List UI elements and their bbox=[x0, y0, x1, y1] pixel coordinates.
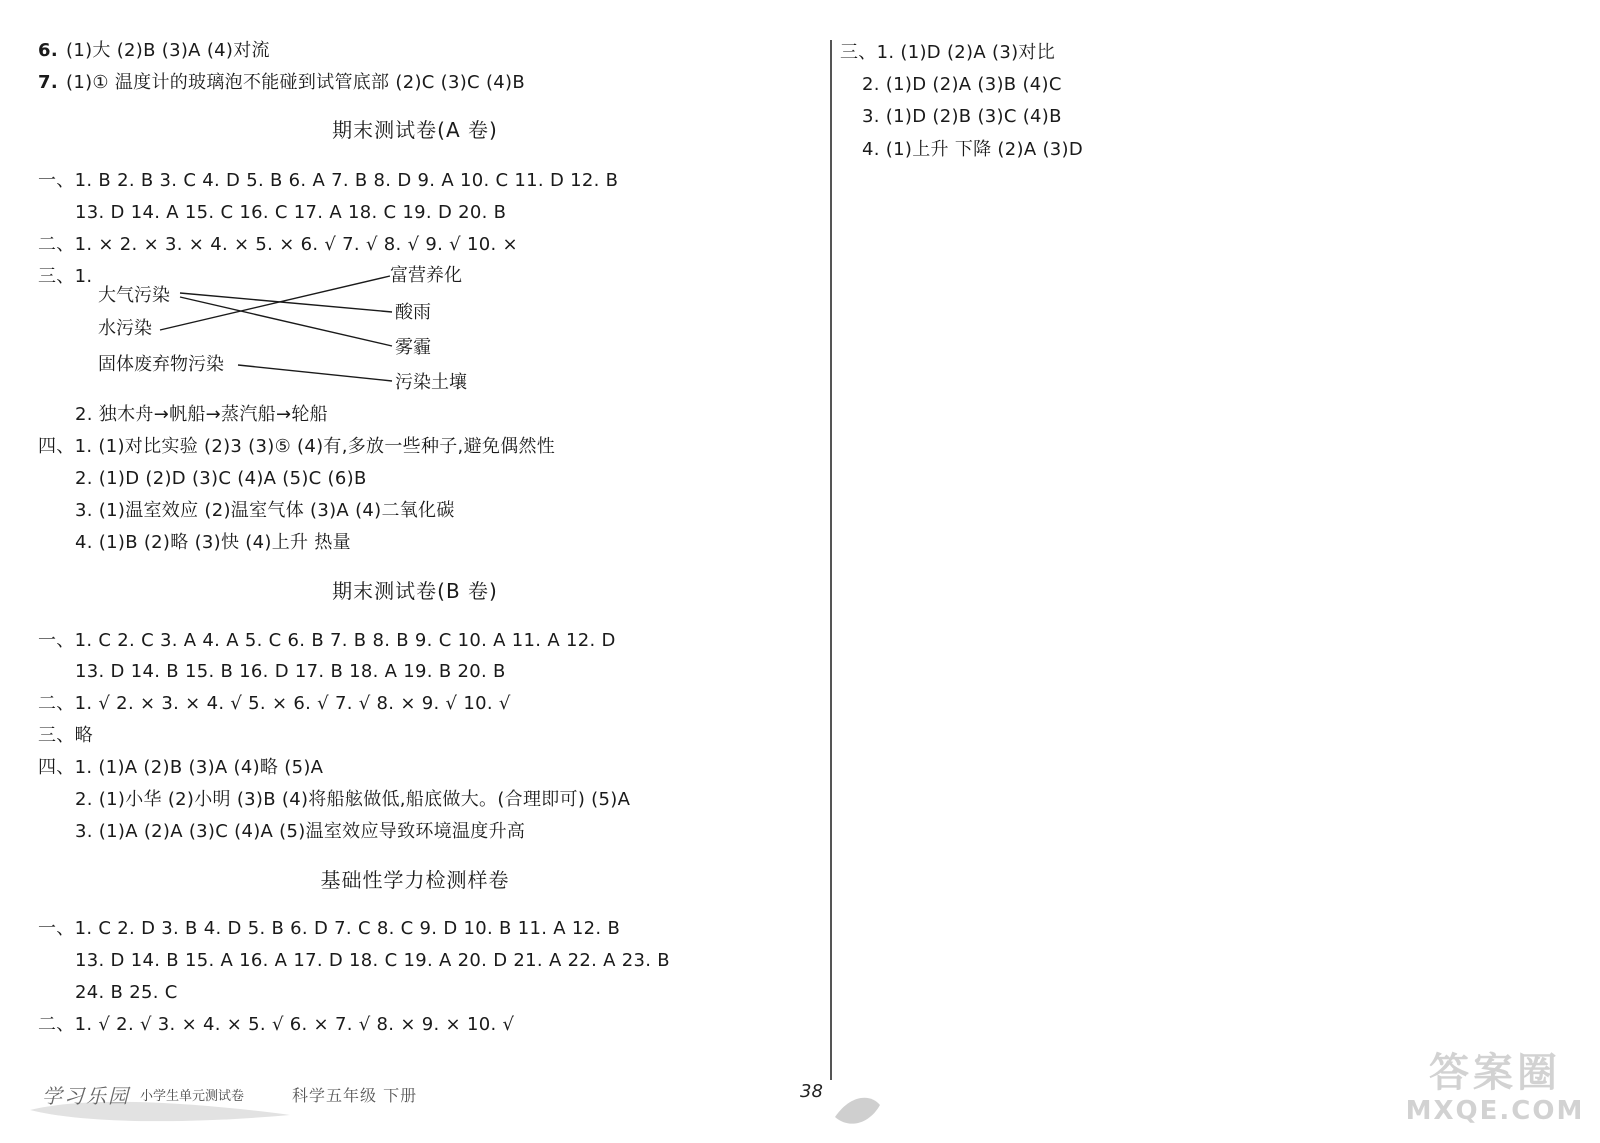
section-c-line: 一、1. C 2. D 3. B 4. D 5. B 6. D 7. C 8. C 9. D 10. B 11. A 12. B bbox=[38, 918, 621, 939]
right-answer-line: 4. (1)上升 下降 (2)A (3)D bbox=[862, 139, 1084, 160]
right-answer-line: 2. (1)D (2)A (3)B (4)C bbox=[862, 74, 1062, 95]
section-b-line: 一、1. C 2. C 3. A 4. A 5. C 6. B 7. B 8. B 9. C 10. A 11. A 12. D bbox=[38, 630, 616, 651]
match-line-air-smog bbox=[180, 297, 392, 346]
section-c-title: 基础性学力检测样卷 bbox=[320, 868, 510, 892]
column-divider bbox=[830, 40, 832, 1080]
matching-lines bbox=[0, 0, 830, 420]
section-b-line: 3. (1)A (2)A (3)C (4)A (5)温室效应导致环境温度升高 bbox=[75, 821, 526, 842]
match-right-item: 富营养化 bbox=[390, 265, 462, 286]
page-number: 38 bbox=[800, 1081, 823, 1102]
section-b-line: 二、1. √ 2. × 3. × 4. √ 5. × 6. √ 7. √ 8. × 9. √ 10. √ bbox=[38, 693, 511, 714]
section-b-line: 三、略 bbox=[38, 725, 93, 746]
question-number: 6. bbox=[38, 40, 58, 61]
match-right-item: 酸雨 bbox=[395, 302, 431, 323]
answer-text: (1)① 温度计的玻璃泡不能碰到试管底部 (2)C (3)C (4)B bbox=[66, 72, 525, 93]
series-subtitle: 小学生单元测试卷 bbox=[140, 1089, 245, 1104]
section-a-line: 二、1. × 2. × 3. × 4. × 5. × 6. √ 7. √ 8. √ 9. √ 10. × bbox=[38, 234, 518, 255]
section-a-line: 13. D 14. A 15. C 16. C 17. A 18. C 19. D 20. B bbox=[75, 202, 507, 223]
section-b-line: 13. D 14. B 15. B 16. D 17. B 18. A 19. B 20. B bbox=[75, 661, 506, 682]
section-b-line: 四、1. (1)A (2)B (3)A (4)略 (5)A bbox=[38, 757, 324, 778]
match-right-item: 污染土壤 bbox=[395, 372, 467, 393]
section-a-line: 三、1. bbox=[38, 266, 93, 287]
right-column bbox=[840, 0, 1600, 1143]
page-leaf-shape bbox=[835, 1098, 880, 1124]
section-a-after-line: 2. (1)D (2)D (3)C (4)A (5)C (6)B bbox=[75, 468, 367, 489]
section-c-line: 24. B 25. C bbox=[75, 982, 178, 1003]
section-a-after-line: 四、1. (1)对比实验 (2)3 (3)⑤ (4)有,多放一些种子,避免偶然性 bbox=[38, 436, 556, 457]
section-a-line: 一、1. B 2. B 3. C 4. D 5. B 6. A 7. B 8. D 9. A 10. C 11. D 12. B bbox=[38, 170, 619, 191]
match-left-item: 大气污染 bbox=[98, 285, 170, 306]
section-a-after-line: 4. (1)B (2)略 (3)快 (4)上升 热量 bbox=[75, 532, 351, 553]
section-b-title: 期末测试卷(B 卷) bbox=[332, 579, 498, 603]
question-number: 7. bbox=[38, 72, 58, 93]
match-line-air-acid-rain bbox=[180, 293, 392, 312]
section-a-after-line: 3. (1)温室效应 (2)温室气体 (3)A (4)二氧化碳 bbox=[75, 500, 455, 521]
watermark-url: MXQE.COM bbox=[1405, 1096, 1585, 1126]
match-line-water-eutrophication bbox=[160, 276, 390, 330]
match-left-item: 水污染 bbox=[98, 318, 152, 339]
match-line-solid-soil bbox=[238, 365, 392, 381]
section-c-line: 二、1. √ 2. √ 3. × 4. × 5. √ 6. × 7. √ 8. × 9. × 10. √ bbox=[38, 1014, 515, 1035]
page-footer bbox=[0, 1075, 1600, 1143]
section-a-title: 期末测试卷(A 卷) bbox=[332, 118, 498, 142]
right-answer-line: 三、1. (1)D (2)A (3)对比 bbox=[840, 42, 1056, 63]
subject-label: 科学五年级 下册 bbox=[292, 1086, 418, 1105]
watermark bbox=[1400, 1050, 1590, 1136]
answer-text: (1)大 (2)B (3)A (4)对流 bbox=[66, 40, 270, 61]
section-a-after-line: 2. 独木舟→帆船→蒸汽船→轮船 bbox=[75, 404, 328, 425]
right-answer-line: 3. (1)D (2)B (3)C (4)B bbox=[862, 106, 1062, 127]
section-b-line: 2. (1)小华 (2)小明 (3)B (4)将船舷做低,船底做大。(合理即可) (5)A bbox=[75, 789, 631, 810]
watermark-logo-text: 答案圈 bbox=[1429, 1050, 1561, 1096]
match-right-item: 雾霾 bbox=[395, 337, 431, 358]
series-logo: 学习乐园 bbox=[42, 1084, 130, 1108]
section-c-line: 13. D 14. B 15. A 16. A 17. D 18. C 19. A 20. D 21. A 22. A 23. B bbox=[75, 950, 670, 971]
match-left-item: 固体废弃物污染 bbox=[98, 354, 224, 375]
